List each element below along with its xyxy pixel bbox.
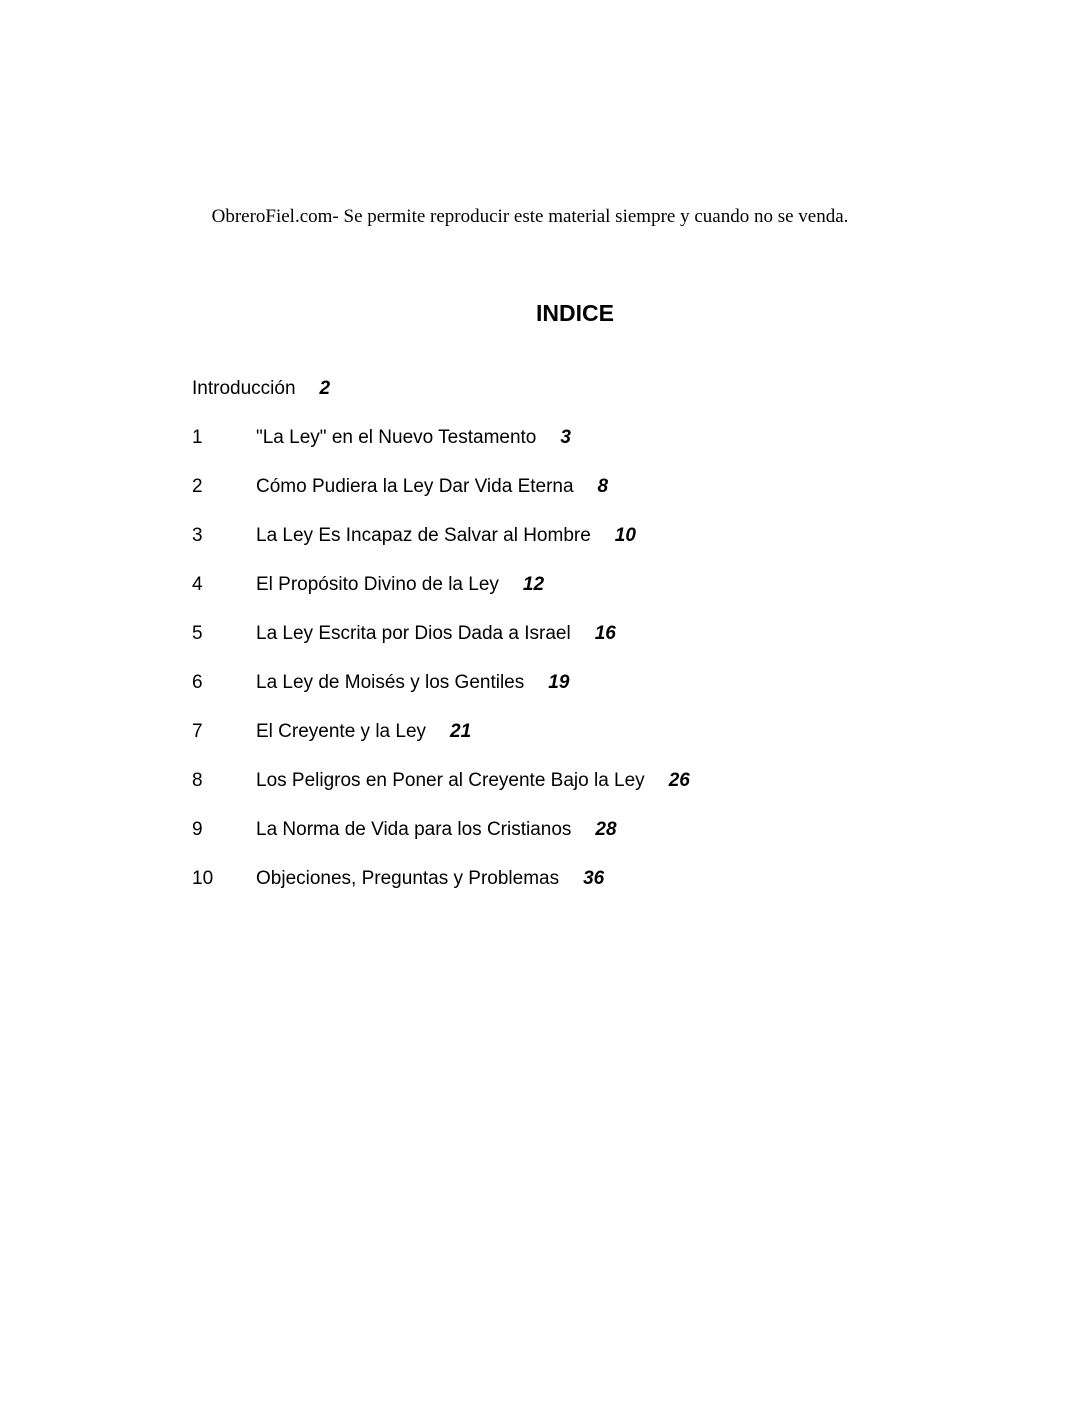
toc-chapter-number: 8: [192, 770, 203, 791]
toc-chapter-number: 3: [192, 525, 203, 546]
toc-chapter-number: 4: [192, 574, 203, 595]
toc-page-number: 2: [319, 378, 331, 399]
toc-chapter-title: La Ley Escrita por Dios Dada a Israel: [256, 623, 571, 644]
toc-chapter-number: 7: [192, 721, 203, 742]
toc-page-number: 28: [595, 819, 617, 840]
toc-page-number: 8: [597, 476, 609, 497]
toc-intro-label: Introducción: [192, 378, 296, 399]
toc-chapter-title: Los Peligros en Poner al Creyente Bajo la Ley: [256, 770, 645, 791]
toc-page-number: 26: [668, 770, 690, 791]
toc-chapter-title: La Norma de Vida para los Cristianos: [256, 819, 572, 840]
toc-page-number: 19: [548, 672, 570, 693]
toc-row-chapter: [192, 815, 992, 864]
index-title: INDICE: [536, 300, 614, 326]
toc-page-number: 3: [560, 427, 571, 448]
toc-chapter-number: 2: [192, 476, 203, 497]
toc-chapter-number: 5: [192, 623, 203, 644]
toc-chapter-title: El Creyente y la Ley: [256, 721, 427, 742]
toc-chapter-number: 9: [192, 819, 203, 840]
toc-page-number: 16: [594, 623, 616, 644]
toc-chapter-title: Cómo Pudiera la Ley Dar Vida Eterna: [256, 476, 574, 497]
toc-row-chapter: [192, 570, 992, 619]
toc-row-intro: [192, 374, 992, 423]
toc-chapter-number: 6: [192, 672, 203, 693]
table-of-contents: [192, 374, 992, 913]
toc-chapter-number: 1: [192, 427, 203, 448]
toc-chapter-list: [192, 423, 992, 913]
toc-chapter-number: 10: [192, 868, 214, 889]
toc-page-number: 10: [614, 525, 636, 546]
toc-chapter-title: Objeciones, Preguntas y Problemas: [256, 868, 560, 889]
toc-row-chapter: [192, 766, 992, 815]
toc-page-number: 21: [450, 721, 472, 742]
toc-row-chapter: [192, 668, 992, 717]
toc-row-chapter: [192, 521, 992, 570]
toc-chapter-title: La Ley Es Incapaz de Salvar al Hombre: [256, 525, 591, 546]
toc-page-number: 12: [522, 574, 545, 595]
toc-chapter-title: El Propósito Divino de la Ley: [256, 574, 499, 595]
toc-row-chapter: [192, 864, 992, 913]
toc-chapter-title: "La Ley" en el Nuevo Testamento: [256, 427, 537, 448]
toc-chapter-title: La Ley de Moisés y los Gentiles: [256, 672, 525, 693]
toc-page-number: 36: [583, 868, 605, 889]
toc-row-chapter: [192, 472, 992, 521]
toc-row-chapter: [192, 423, 992, 472]
toc-row-chapter: [192, 619, 992, 668]
toc-row-chapter: [192, 717, 992, 766]
copyright-notice: ObreroFiel.com- Se permite reproducir este material siempre y cuando no se venda.: [211, 206, 849, 227]
